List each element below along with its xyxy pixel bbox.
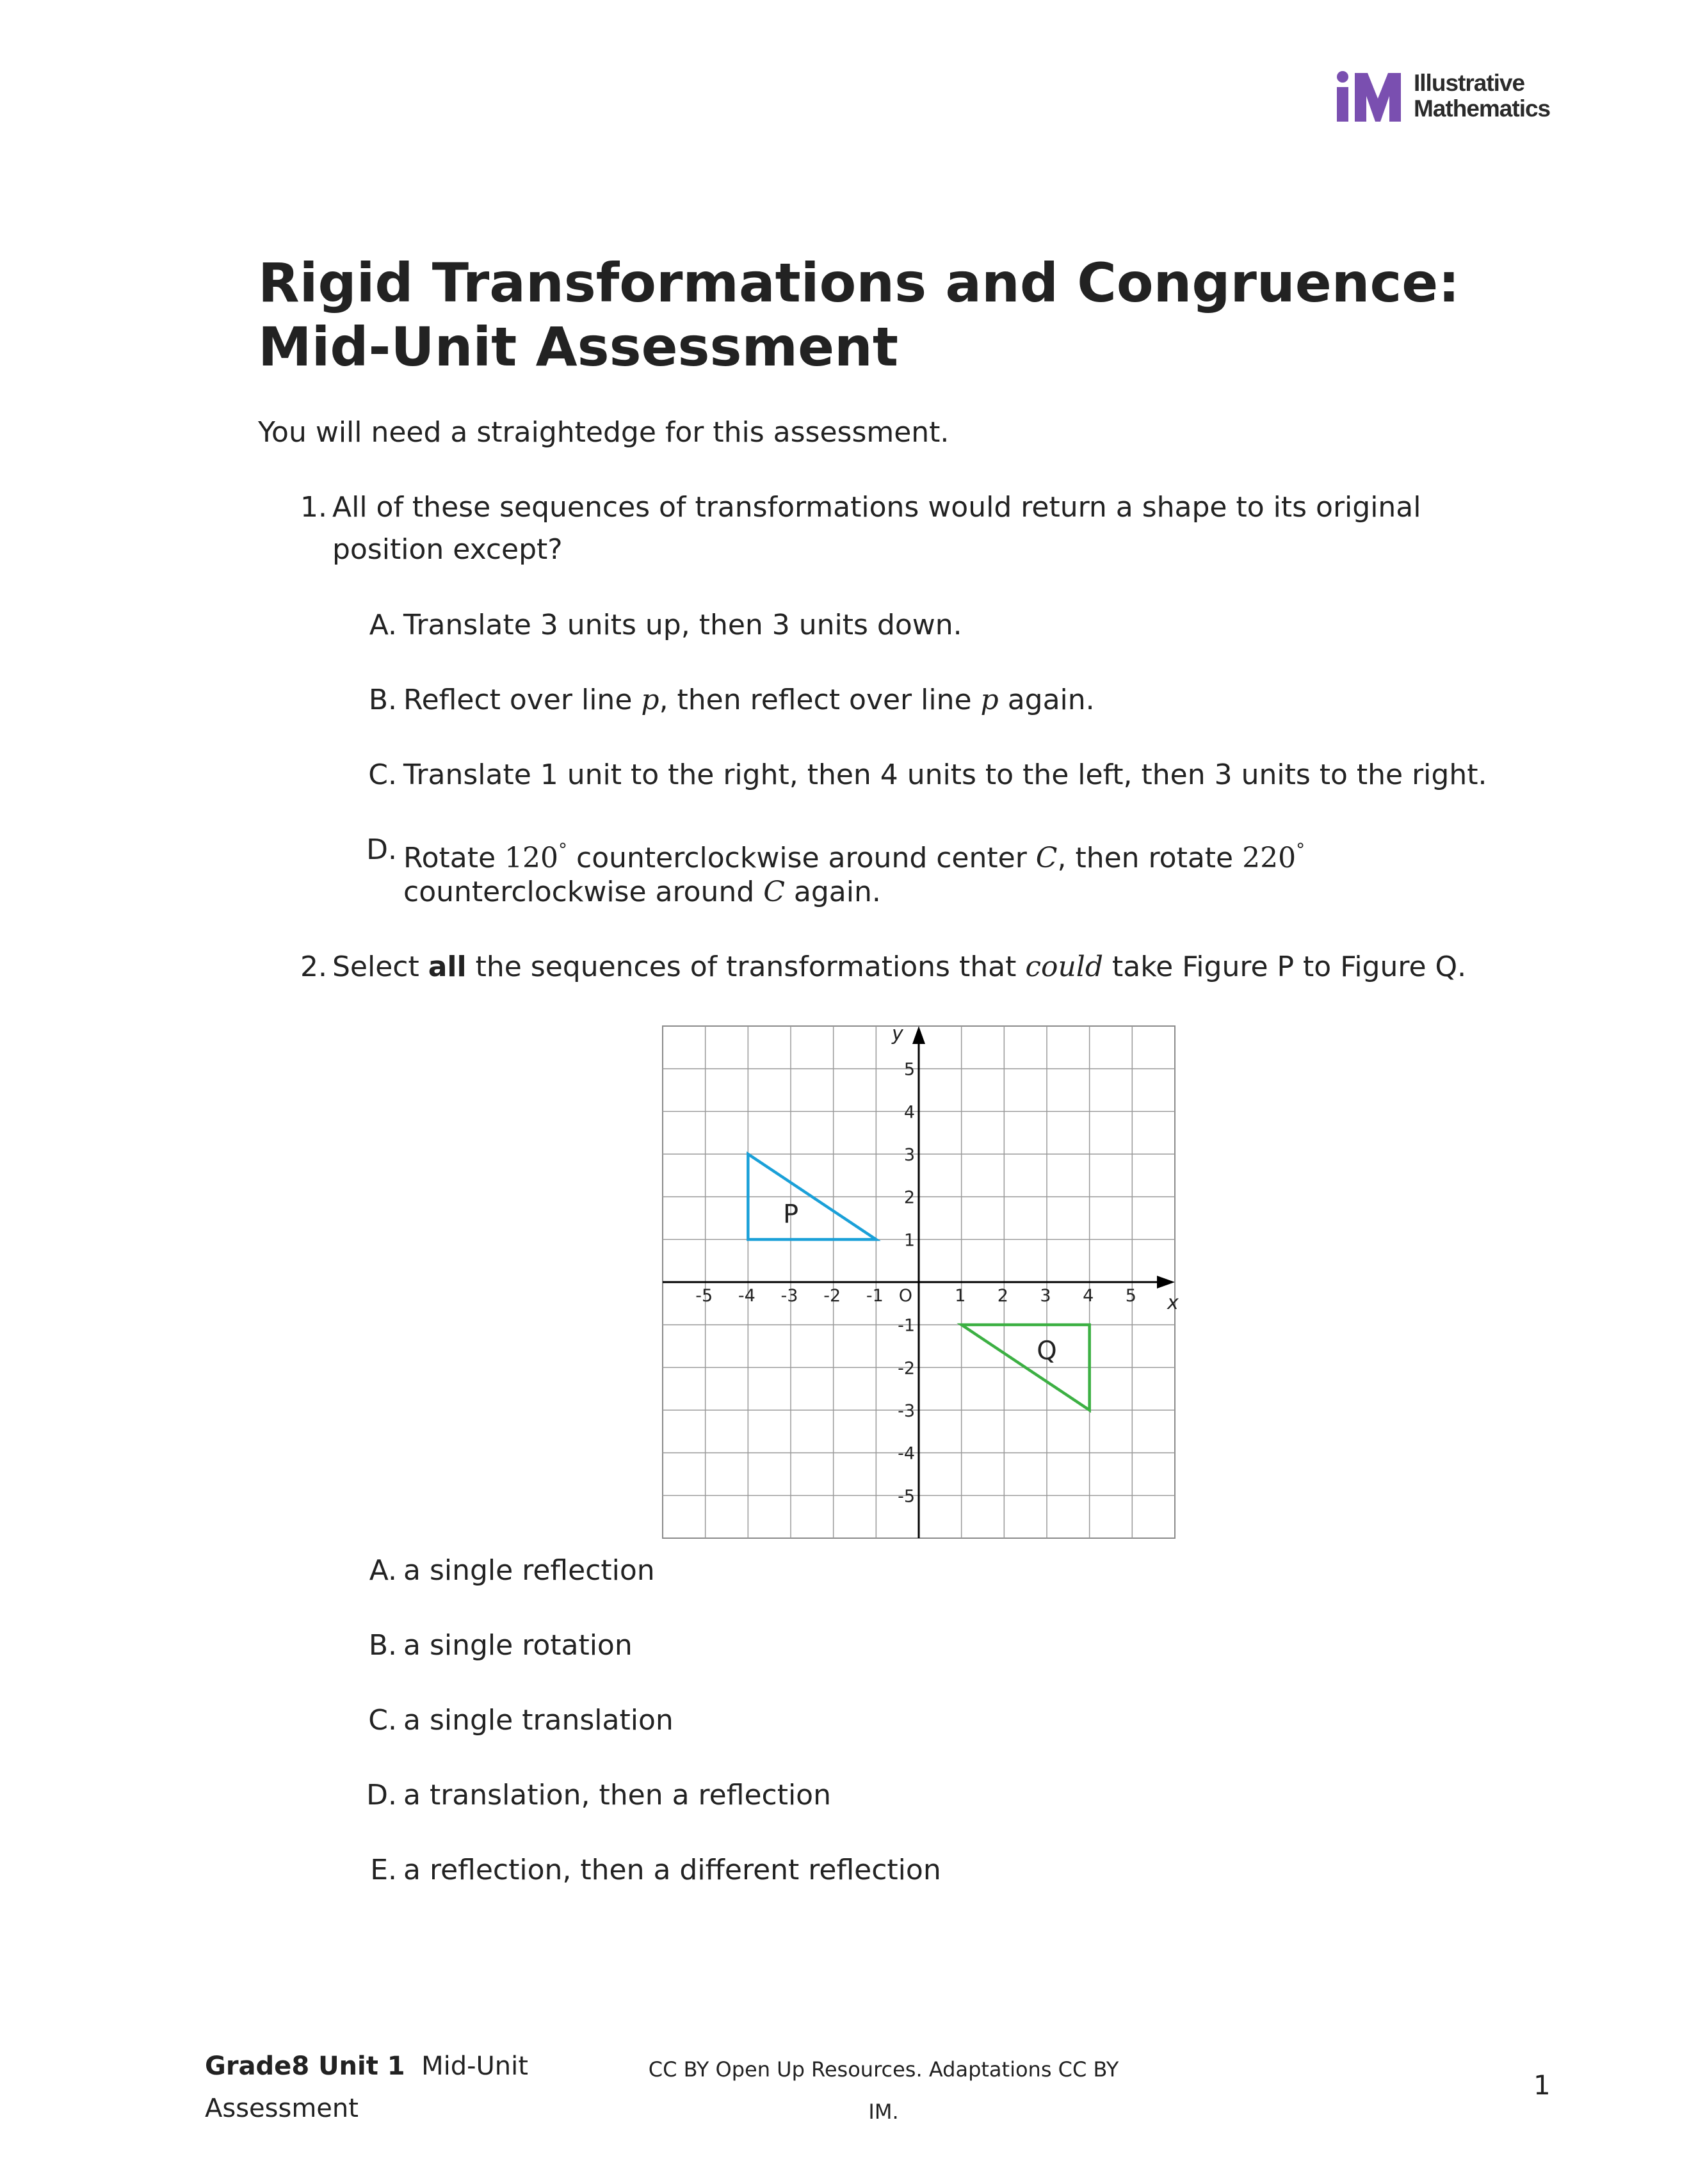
emphasis-could: could <box>1025 951 1104 983</box>
degree-symbol: ° <box>1296 839 1305 860</box>
x-tick-label: 2 <box>997 1286 1008 1306</box>
title-line-2: Mid-Unit Assessment <box>258 316 899 378</box>
page-number: 1 <box>1533 2069 1551 2101</box>
logo-line-1: Illustrative <box>1414 70 1525 96</box>
option-letter: C. <box>368 1704 397 1737</box>
figure-q-label: Q <box>1037 1336 1057 1366</box>
option-text: Translate 3 units up, then 3 units down. <box>403 609 962 641</box>
footer-unit-info <box>205 2045 538 2130</box>
y-tick-label: 2 <box>903 1187 915 1208</box>
option-letter: D. <box>366 833 397 866</box>
x-tick-label: 4 <box>1083 1286 1094 1306</box>
x-axis-label: x <box>1167 1292 1179 1314</box>
x-tick-label: -1 <box>866 1286 884 1306</box>
footer-line-2: Assessment <box>205 2094 359 2123</box>
y-tick-label: 5 <box>903 1059 915 1080</box>
y-tick-label: 4 <box>903 1102 915 1123</box>
angle-120: 120 <box>505 842 559 874</box>
footer-assessment-type: Mid-Unit <box>421 2052 528 2081</box>
origin-label: O <box>898 1286 912 1306</box>
math-variable-c: C <box>763 876 785 908</box>
x-tick-label: 3 <box>1040 1286 1051 1306</box>
text-segment: Reflect over line <box>403 684 642 716</box>
y-tick-label: -4 <box>898 1443 915 1464</box>
option-text: a single rotation <box>403 1629 633 1662</box>
y-tick-label: -5 <box>898 1486 915 1507</box>
emphasis-all: all <box>428 951 467 983</box>
illustrative-mathematics-logo <box>1332 70 1562 122</box>
y-axis-label: y <box>892 1023 903 1045</box>
figure-p-label: P <box>782 1200 799 1230</box>
question-number: 1. <box>300 491 327 524</box>
im-logo-icon <box>1332 70 1407 122</box>
text-segment: Select <box>332 951 428 983</box>
text-segment: the sequences of transformations that <box>466 951 1026 983</box>
y-tick-label: -3 <box>898 1401 915 1421</box>
math-variable-c: C <box>1035 842 1058 874</box>
math-variable-p: p <box>641 684 659 716</box>
text-segment: take Figure P to Figure Q. <box>1103 951 1467 983</box>
coordinate-grid-graph <box>663 1023 1179 1538</box>
x-tick-label: 5 <box>1125 1286 1136 1306</box>
logo-wordmark <box>1414 70 1550 122</box>
x-tick-label: -5 <box>695 1286 713 1306</box>
license-line-2: IM. <box>868 2100 899 2124</box>
x-tick-label: -2 <box>823 1286 841 1306</box>
y-tick-label: -1 <box>898 1315 915 1336</box>
degree-symbol: ° <box>558 839 568 860</box>
question-line-1: All of these sequences of transformations would return a shape to its original <box>332 491 1421 524</box>
option-letter: B. <box>368 684 397 716</box>
page-title <box>258 251 1539 379</box>
option-text: a single reflection <box>403 1554 655 1587</box>
intro-text: You will need a straightedge for this assessment. <box>258 416 949 449</box>
option-text: a single translation <box>403 1704 674 1737</box>
option-letter: D. <box>366 1779 397 1811</box>
q1-option-d-line-2 <box>403 871 881 913</box>
option-letter: A. <box>369 1554 397 1587</box>
option-letter: A. <box>369 609 397 641</box>
question-text <box>332 946 1485 988</box>
text-segment: again. <box>998 684 1095 716</box>
angle-220: 220 <box>1242 842 1297 874</box>
text-segment: Rotate <box>403 842 505 874</box>
y-tick-label: 3 <box>903 1145 915 1165</box>
question-line-2: position except? <box>332 533 563 566</box>
x-tick-label: -4 <box>738 1286 756 1306</box>
y-tick-label: 1 <box>903 1230 915 1251</box>
option-letter: C. <box>368 759 397 791</box>
logo-line-2: Mathematics <box>1414 95 1551 122</box>
footer-line-1 <box>205 2045 538 2087</box>
option-text <box>403 679 1095 721</box>
footer-grade: Grade8 Unit 1 <box>205 2052 405 2081</box>
title-line-1: Rigid Transformations and Congruence: <box>258 252 1460 314</box>
math-variable-p: p <box>980 684 999 716</box>
text-segment: counterclockwise around <box>403 876 764 908</box>
question-number: 2. <box>300 951 327 983</box>
y-tick-label: -2 <box>898 1358 915 1379</box>
question-text <box>332 486 1485 571</box>
option-text: Translate 1 unit to the right, then 4 units to the left, then 3 units to the right. <box>403 759 1487 791</box>
option-letter: B. <box>368 1629 397 1662</box>
x-tick-label: -3 <box>780 1286 798 1306</box>
option-letter: E. <box>370 1854 397 1886</box>
option-text: a translation, then a reflection <box>403 1779 831 1811</box>
x-tick-label: 1 <box>955 1286 966 1306</box>
text-segment: , then reflect over line <box>659 684 981 716</box>
license-line-1: CC BY Open Up Resources. Adaptations CC BY <box>648 2057 1119 2082</box>
text-segment: again. <box>784 876 881 908</box>
footer-license <box>634 2048 1133 2133</box>
text-segment: counterclockwise around center <box>567 842 1036 874</box>
text-segment: , then rotate <box>1057 842 1243 874</box>
option-text: a reflection, then a different reflection <box>403 1854 941 1886</box>
